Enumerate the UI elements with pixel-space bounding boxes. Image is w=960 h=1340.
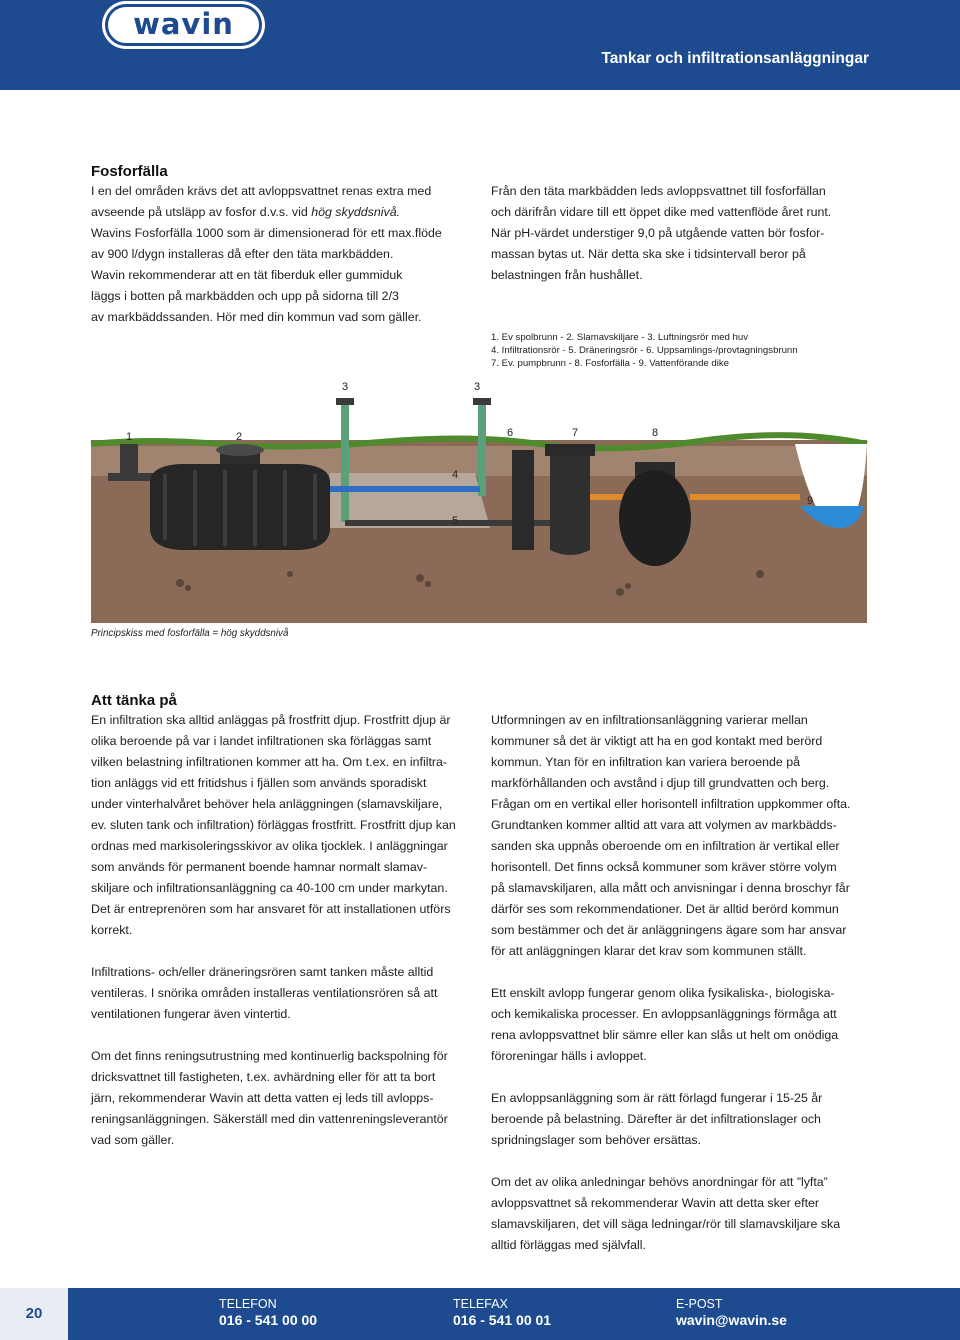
tank-lid	[216, 444, 264, 456]
diagram-label-4: 4	[452, 469, 459, 481]
text-line: Om det finns reningsutrustning med kontinuerlig backspolning för	[91, 1049, 448, 1063]
vent-pipe-1	[341, 404, 349, 522]
text-line: ordnas med markisoleringsskivor av olika tjocklek. I anläggningar	[91, 839, 448, 853]
phone-number: 016 - 541 00 00	[219, 1312, 318, 1328]
text-line: under vinterhalvåret behöver hela anläggningen (slamavskiljare,	[91, 797, 443, 811]
diagram-label-8: 8	[652, 427, 659, 439]
text-line: kommuner så det är viktigt att ha en god kontakt med berörd	[491, 734, 823, 748]
italic-text: hög skyddsnivå.	[311, 205, 401, 219]
paragraph-gap	[491, 962, 881, 983]
att-tanka-right-text	[491, 710, 881, 1256]
fax-label: TELEFAX	[453, 1297, 508, 1311]
page-footer	[0, 1288, 960, 1340]
text-line: kommun. Ytan för en infiltration kan variera beroende på	[491, 755, 801, 769]
wavin-logo	[105, 4, 262, 46]
diagram-label-6: 6	[507, 427, 514, 439]
text-line: Om det av olika anledningar behövs anordningar för att ”lyfta”	[491, 1175, 828, 1189]
text-line: Frågan om en vertikal eller horisontell infiltration uppkommer ofta.	[491, 797, 851, 811]
logo-text: wavin	[133, 7, 234, 41]
text-line: korrekt.	[91, 923, 133, 937]
text-line: därför ses som rekommendationer. Det är alltid berörd kommun	[491, 902, 839, 916]
fosforfalla-left-text	[91, 181, 471, 328]
footer-phone	[219, 1297, 317, 1328]
page-number: 20	[0, 1288, 68, 1340]
diagram-label-5: 5	[452, 515, 459, 527]
system-diagram	[0, 378, 960, 626]
text-line: som bestämmer och det är anläggningens ägare som har ansvar	[491, 923, 847, 937]
diagram-caption: Principskiss med fosforfälla = hög skyddsnivå	[91, 628, 289, 639]
text-line: Wavins Fosforfälla 1000 som är dimensionerad för ett max.flöde	[91, 226, 442, 240]
text-line: Ett enskilt avlopp fungerar genom olika fysikaliska-, biologiska-	[491, 986, 835, 1000]
paragraph-gap	[491, 1067, 881, 1088]
text-line: Infiltrations- och/eller dräneringsrören samt tanken måste alltid	[91, 965, 434, 979]
text-line: föroreningar hälls i avloppet.	[491, 1049, 647, 1063]
text-line: på slamavskiljaren, alla mått och anvisningar i denna broschyr får	[491, 881, 850, 895]
paragraph-gap	[91, 1025, 471, 1046]
text-line: rena avloppsvattnet blir sämre eller kan slås ut helt om onödiga	[491, 1028, 839, 1042]
text-line: reningsanläggningen. Säkerställ med din vattenreningsleverantör	[91, 1112, 448, 1126]
text-line: och kemikaliska processer. En avloppsanläggnings förmåga att	[491, 1007, 837, 1021]
fax-number: 016 - 541 00 01	[453, 1312, 552, 1328]
diagram-label-9: 9	[807, 495, 814, 507]
phone-label: TELEFON	[219, 1297, 277, 1311]
diagram-label-3a: 3	[342, 381, 349, 393]
text-line: Utformningen av en infiltrationsanläggning varierar mellan	[491, 713, 808, 727]
outlet-pipe	[690, 494, 800, 500]
vent-cap-2	[473, 398, 491, 405]
text-line: Wavin rekommenderar att en tät fiberduk eller gummiduk	[91, 268, 403, 282]
text-line: alltid förläggas med självfall.	[491, 1238, 646, 1252]
fosforfalla-right-text	[491, 181, 881, 286]
legend-line: 4. Infiltrationsrör - 5. Dräneringsrör - 6. Uppsamlings-/provtagningsbrunn	[491, 345, 798, 356]
collection-well	[512, 450, 534, 550]
legend-line: 1. Ev spolbrunn - 2. Slamavskiljare - 3. Luftningsrör med huv	[491, 332, 749, 343]
pump-well-cap	[545, 444, 595, 456]
text-line: slamavskiljaren, det vill säga ledningar/rör till slamavskiljare ska	[491, 1217, 841, 1231]
text-line: massan bytas ut. När detta ska ske i tidsintervall beror på	[491, 247, 806, 261]
text-line: En infiltration ska alltid anläggas på frostfritt djup. Frostfritt djup är	[91, 713, 451, 727]
text-line: markförhållanden och avstånd i djup till grundvatten och berg.	[491, 776, 830, 790]
diagram-legend	[491, 331, 798, 370]
text-line: av 900 l/dygn installeras då efter den täta markbädden.	[91, 247, 394, 261]
text-line: ev. sluten tank och infiltration) förläggas frostfritt. Frostfritt djup kan	[91, 818, 456, 832]
text-line: Från den täta markbädden leds avloppsvattnet till fosforfällan	[491, 184, 826, 198]
text-line: En avloppsanläggning som är rätt förlagd fungerar i 15-25 år	[491, 1091, 823, 1105]
diagram-label-2: 2	[236, 431, 243, 443]
text-line: avseende på utsläpp av fosfor d.v.s. vid hög skyddsnivå.	[91, 205, 401, 219]
section-title-fosforfalla: Fosforfälla	[91, 163, 168, 180]
pump-well	[550, 456, 590, 555]
header-title: Tankar och infiltrationsanläggningar	[601, 50, 869, 67]
text-line: beroende på belastning. Därefter är det infiltrationslager och	[491, 1112, 821, 1126]
text-line: olika beroende på var i landet infiltrationen ska förläggas samt	[91, 734, 432, 748]
text-line: sanden ska uppnås oberoende om en infiltration är vertikal eller	[491, 839, 840, 853]
text-line: I en del områden krävs det att avloppsvattnet renas extra med	[91, 184, 432, 198]
paragraph-gap	[491, 1151, 881, 1172]
vent-pipe-2	[478, 404, 486, 496]
text-line: vilken belastning infiltrationen kommer att ha. Om t.ex. en infiltra-	[91, 755, 448, 769]
text-line: avloppsvattnet så rekommenderar Wavin att detta sker efter	[491, 1196, 820, 1210]
text-line: Det är entreprenören som har ansvaret för att installationen utförs	[91, 902, 451, 916]
footer-email	[676, 1297, 787, 1328]
section-title-att-tanka: Att tänka på	[91, 692, 177, 709]
text-line: belastningen från hushållet.	[491, 268, 643, 282]
footer-fax	[453, 1297, 551, 1328]
att-tanka-left-text	[91, 710, 471, 1151]
vent-cap-1	[336, 398, 354, 405]
text-line: ventilationen fungerar även vintertid.	[91, 1007, 291, 1021]
spolbrunn	[120, 444, 138, 478]
slamavskiljare-tank	[150, 464, 330, 550]
text-line: dricksvattnet till fastigheten, t.ex. avhärdning eller för att ta bort	[91, 1070, 436, 1084]
text-line: som används för permanent boende hamnar normalt slamav-	[91, 860, 428, 874]
email-label: E-POST	[676, 1297, 723, 1311]
diagram-label-3b: 3	[474, 381, 481, 393]
infiltration-pipe	[330, 486, 480, 492]
text-line: av markbäddssanden. Hör med din kommun vad som gäller.	[91, 310, 422, 324]
text-line: skiljare och infiltrationsanläggning ca 40-100 cm under markytan.	[91, 881, 448, 895]
email-link[interactable]: wavin@wavin.se	[676, 1312, 787, 1328]
text-line: Grundtanken kommer alltid att vara att volymen av markbädds-	[491, 818, 837, 832]
text-line: läggs i botten på markbädden och upp på sidorna till 2/3	[91, 289, 399, 303]
text-line: spridningslager som behöver ersättas.	[491, 1133, 702, 1147]
text-line: och därifrån vidare till ett öppet dike med vattenflöde året runt.	[491, 205, 832, 219]
paragraph-gap	[91, 941, 471, 962]
diagram-label-1: 1	[126, 431, 133, 443]
page-header	[0, 0, 960, 90]
text-line: När pH-värdet understiger 9,0 på utgående vatten bör fosfor-	[491, 226, 825, 240]
text-line: horisontell. Det finns också kommuner som kräver större volym	[491, 860, 837, 874]
diagram-label-7: 7	[572, 427, 579, 439]
text-line: ventileras. I snörika områden installeras ventilationsrören så att	[91, 986, 438, 1000]
legend-line: 7. Ev. pumpbrunn - 8. Fosforfälla - 9. Vattenförande dike	[491, 358, 730, 369]
text-line: tion anläggs vid ett fritidshus i fjällen som används sporadiskt	[91, 776, 427, 790]
text-line: vad som gäller.	[91, 1133, 175, 1147]
text-line: för att anläggningen klarar det krav som kommunen ställt.	[491, 944, 807, 958]
text-line: järn, rekommenderar Wavin att detta vatten ej leds till avlopps-	[91, 1091, 434, 1105]
fosforfalla-tank	[619, 470, 691, 566]
